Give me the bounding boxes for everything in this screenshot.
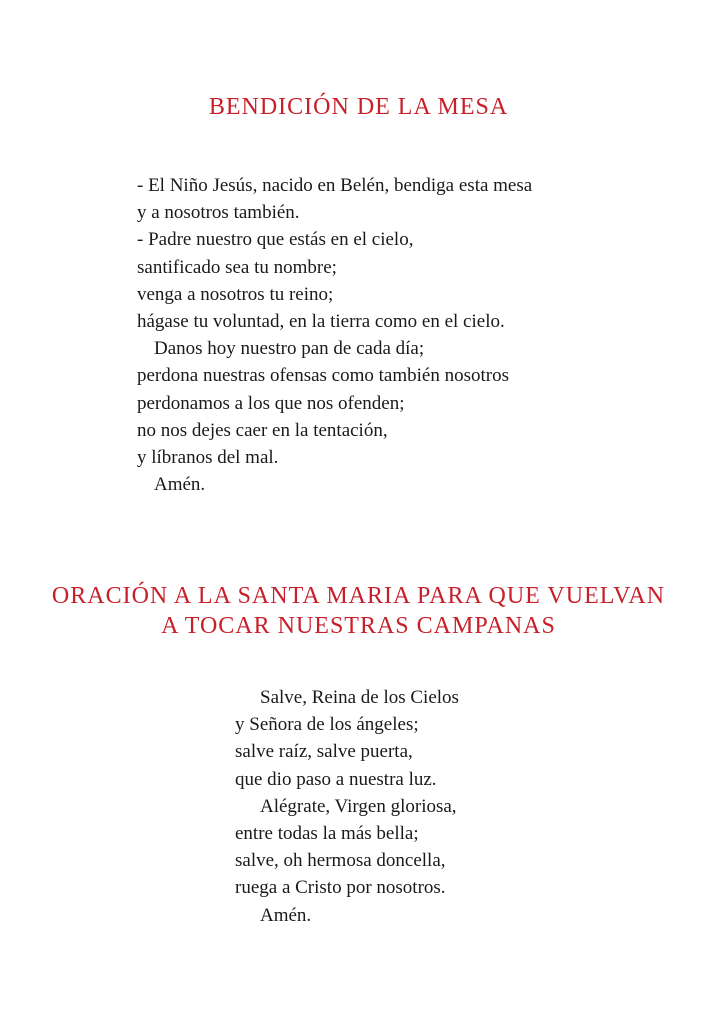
prayer-line: ruega a Cristo por nosotros. <box>235 877 446 899</box>
prayer-line: y Señora de los ángeles; <box>235 714 419 736</box>
blessing-line: perdona nuestras ofensas como también nosotros <box>137 365 509 387</box>
blessing-line: Danos hoy nuestro pan de cada día; <box>154 338 425 360</box>
prayer-title-line-1: ORACIÓN A LA SANTA MARIA PARA QUE VUELVAN <box>51 583 666 609</box>
blessing-line: perdonamos a los que nos ofenden; <box>137 392 405 414</box>
prayer-line: Alégrate, Virgen gloriosa, <box>260 795 457 817</box>
blessing-line: venga a nosotros tu reino; <box>137 283 334 305</box>
blessing-line: y a nosotros también. <box>137 202 300 224</box>
prayer-line: Salve, Reina de los Cielos <box>260 687 459 708</box>
blessing-line: - Padre nuestro que estás en el cielo, <box>137 229 414 251</box>
prayer-title-line-2: A TOCAR NUESTRAS CAMPANAS <box>161 613 556 639</box>
prayer-text <box>235 684 459 929</box>
blessing-line: hágase tu voluntad, en la tierra como en el cielo. <box>137 311 505 333</box>
blessing-title-text: BENDICIÓN DE LA MESA <box>208 94 509 120</box>
blessing-title <box>0 94 717 121</box>
prayer-line: salve, oh hermosa doncella, <box>235 850 446 872</box>
prayer-title <box>0 581 717 641</box>
blessing-line: santificado sea tu nombre; <box>137 256 337 278</box>
blessing-line: Amén. <box>154 474 206 496</box>
blessing-line: - El Niño Jesús, nacido en Belén, bendiga esta mesa <box>137 175 533 196</box>
prayer-line: salve raíz, salve puerta, <box>235 741 413 763</box>
blessing-line: y líbranos del mal. <box>137 447 279 469</box>
prayer-line: que dio paso a nuestra luz. <box>235 768 437 790</box>
prayer-line: Amén. <box>260 904 312 926</box>
blessing-line: no nos dejes caer en la tentación, <box>137 419 388 441</box>
blessing-text <box>137 172 532 498</box>
prayer-line: entre todas la más bella; <box>235 823 419 845</box>
